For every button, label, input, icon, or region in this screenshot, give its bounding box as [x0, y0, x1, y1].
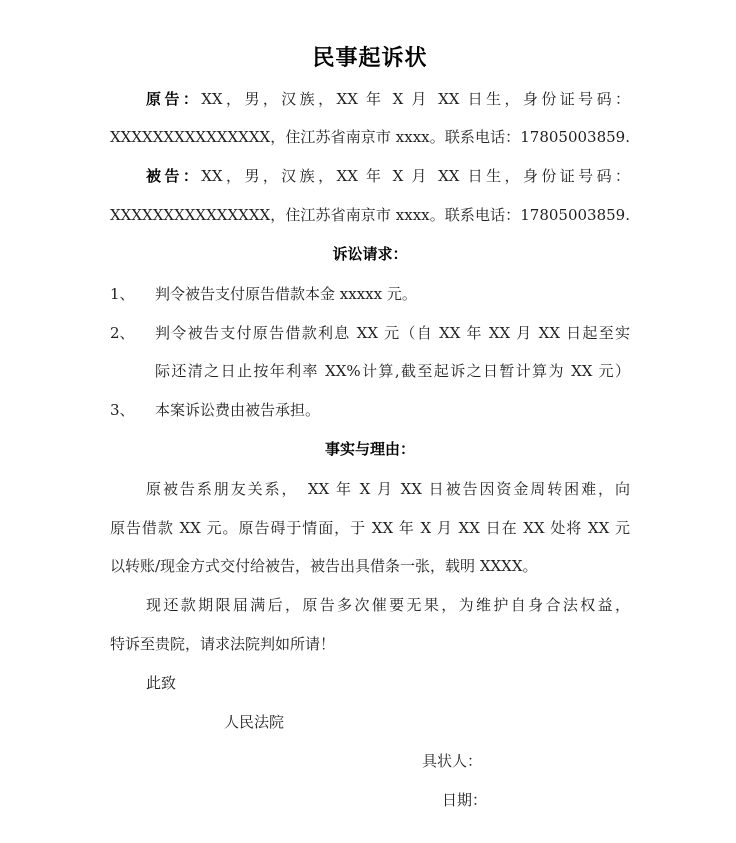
claims-heading: 诉讼请求：: [332, 245, 408, 263]
facts-heading: 事实与理由：: [324, 440, 415, 458]
document-title: 民事起诉状: [312, 46, 428, 71]
facts-paragraph-2-line-1: 现还款期限届满后，原告多次催要无果，为维护自身合法权益，: [146, 596, 630, 614]
facts-paragraph-1-line-3: 以转账/现金方式交付给被告，被告出具借条一张，载明 XXXX。: [110, 557, 538, 575]
claim-text-continued: 际还清之日止按年利率 XX%计算,截至起诉之日暂计算为 XX 元）: [155, 362, 630, 380]
facts-paragraph-2-line-2: 特诉至贵院，请求法院判如所请！: [110, 635, 336, 653]
claim-number: 1、: [110, 285, 135, 303]
date-label: 日期：: [442, 791, 488, 809]
facts-paragraph-1-line-2: 原告借款 XX 元。原告碍于情面，于 XX 年 X 月 XX 日在 XX 处将 XX 元: [110, 519, 630, 537]
defendant-line-2: XXXXXXXXXXXXXXX，住江苏省南京市 xxxx。联系电话：17805003859.: [110, 206, 630, 224]
plaintiff-label: 原告：: [146, 90, 202, 108]
signer-label: 具状人：: [422, 752, 483, 770]
defendant-line-1: [110, 165, 630, 187]
closing-court: 人民法院: [224, 713, 285, 731]
plaintiff-line-2: XXXXXXXXXXXXXXX，住江苏省南京市 xxxx。联系电话：17805003859.: [110, 128, 630, 146]
claim-text: 判令被告支付原告借款本金 xxxxx 元。: [155, 285, 417, 303]
plaintiff-line-1: [110, 88, 630, 110]
claim-number: 2、: [110, 324, 135, 342]
defendant-info: XX，男，汉族，XX 年 X 月 XX 日生，身份证号码：: [201, 167, 630, 185]
claim-text: 判令被告支付原告借款利息 XX 元（自 XX 年 XX 月 XX 日起至实: [155, 324, 630, 342]
claim-number: 3、: [110, 401, 135, 419]
claim-text: 本案诉讼费由被告承担。: [155, 401, 321, 419]
closing-salutation: 此致: [146, 674, 177, 692]
defendant-label: 被告：: [146, 167, 202, 185]
plaintiff-info: XX，男，汉族，XX 年 X 月 XX 日生，身份证号码：: [201, 90, 630, 108]
facts-paragraph-1-line-1: 原被告系朋友关系， XX 年 X 月 XX 日被告因资金周转困难，向: [146, 480, 630, 498]
